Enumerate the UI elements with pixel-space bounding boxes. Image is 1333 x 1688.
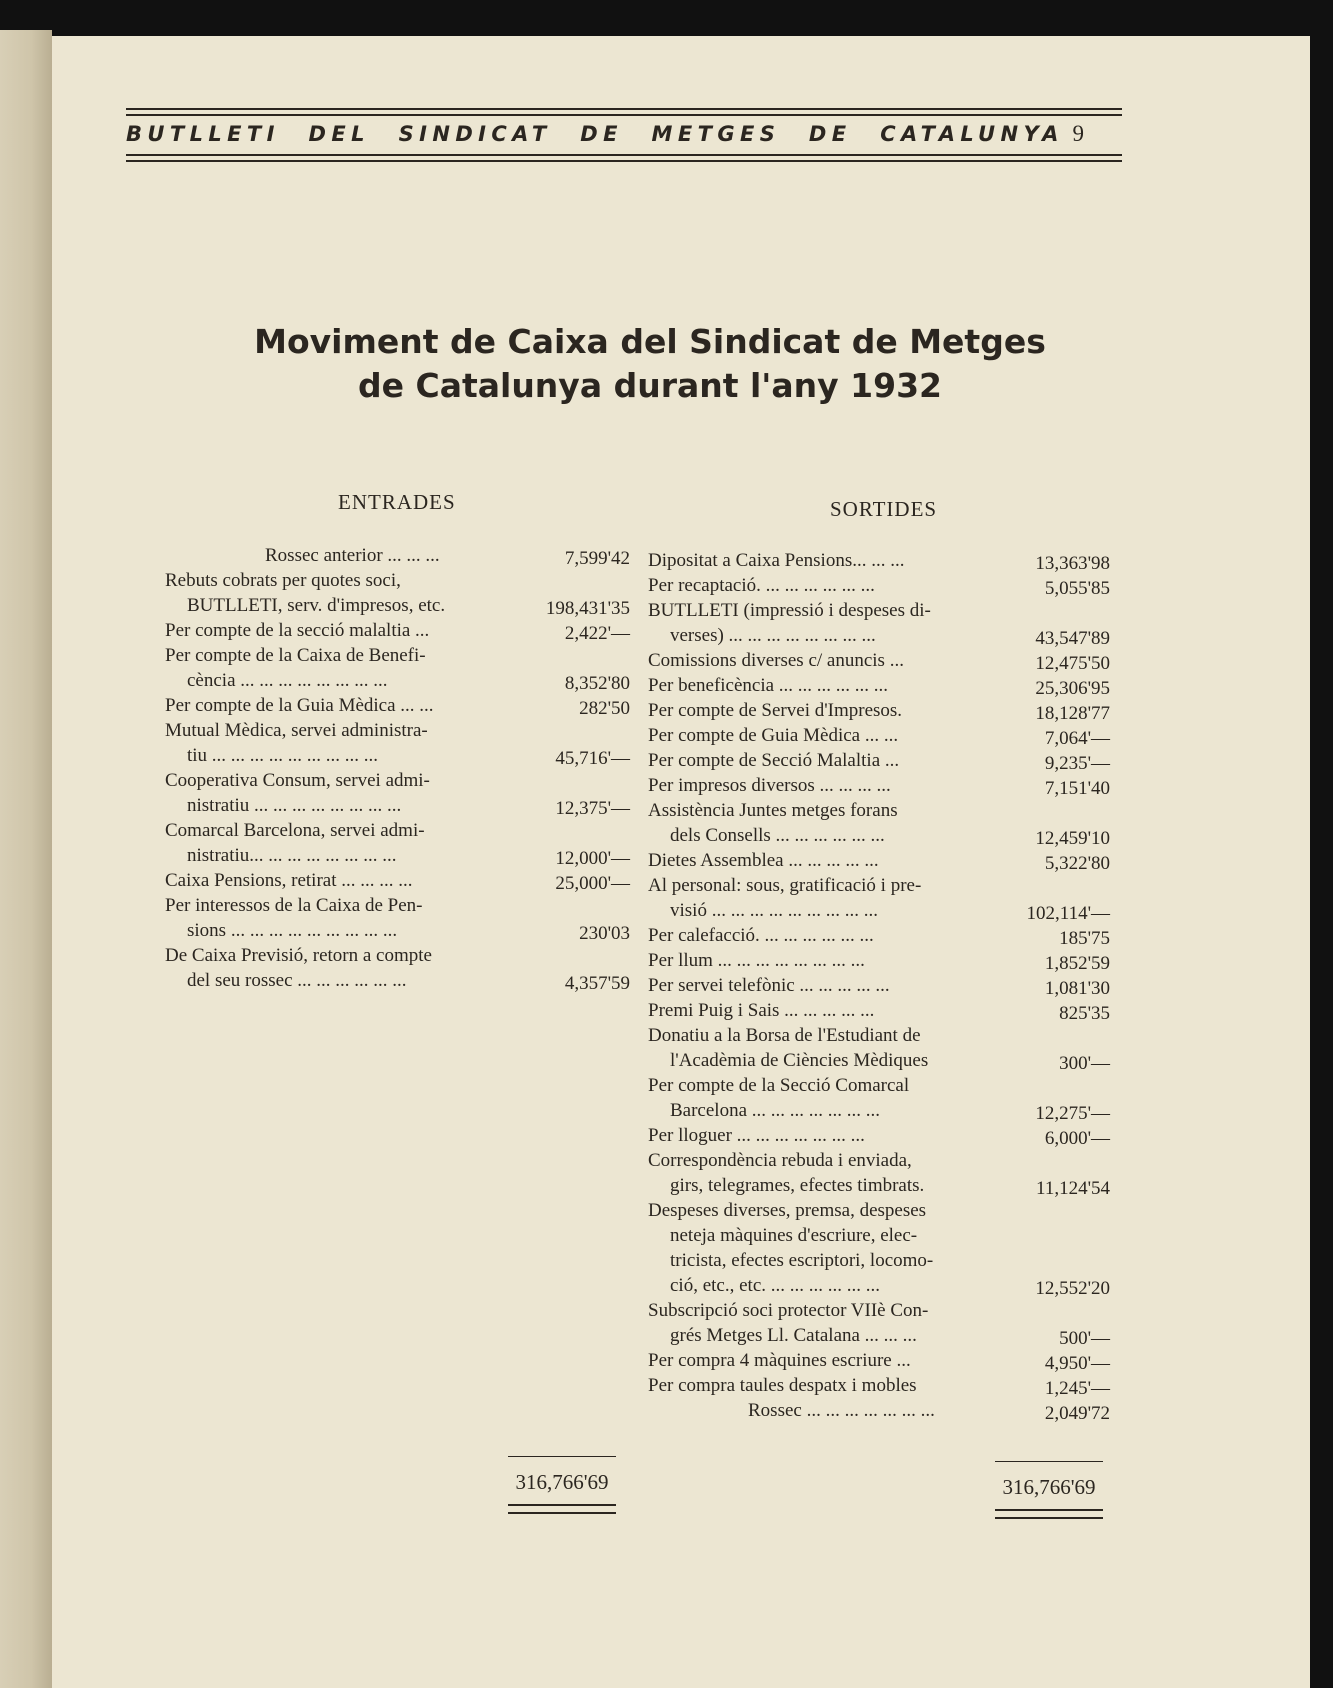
title-line-1: Moviment de Caixa del Sindicat de Metges (254, 322, 1046, 361)
sortides-row-amount: 5,055'85 (1044, 578, 1110, 599)
sortides-row-label: Comissions diverses c/ anuncis ... (648, 650, 904, 671)
sortides-row-label: dels Consells ... ... ... ... ... ... (670, 825, 885, 846)
sortides-row (648, 1273, 1110, 1298)
entrades-total: 316,766'69 (515, 1470, 609, 1494)
sortides-row (648, 723, 1110, 748)
book-spine-edge (0, 30, 52, 1688)
entrades-row (165, 643, 630, 668)
sortides-row-amount: 1,852'59 (1044, 953, 1110, 974)
sortides-row (648, 873, 1110, 898)
entrades-row-amount: 45,716'— (555, 748, 630, 769)
sortides-row-amount: 43,547'89 (1035, 628, 1110, 649)
entrades-row (165, 918, 630, 943)
running-title: BUTLLETI DEL SINDICAT DE METGES DE CATALUNYA (126, 122, 1064, 146)
sortides-row-amount: 6,000'— (1044, 1128, 1110, 1149)
sortides-row-label: tricista, efectes escriptori, locomo- (670, 1250, 934, 1271)
entrades-row (165, 693, 630, 718)
sortides-row (648, 1373, 1110, 1398)
sortides-row-amount: 7,064'— (1044, 728, 1110, 749)
sortides-row (648, 648, 1110, 673)
entrades-total-rule (508, 1456, 616, 1457)
sortides-row-label: neteja màquines d'escriure, elec- (670, 1225, 918, 1246)
sortides-row (648, 548, 1110, 573)
sortides-row-label: Per compra 4 màquines escriure ... (648, 1350, 911, 1371)
sortides-row (648, 948, 1110, 973)
sortides-row (648, 1223, 1110, 1248)
entrades-row (165, 568, 630, 593)
entrades-row (165, 768, 630, 793)
sortides-row-amount: 1,081'30 (1044, 978, 1110, 999)
page-title (200, 320, 1100, 408)
sortides-row (648, 598, 1110, 623)
sortides-row (648, 848, 1110, 873)
sortides-row (648, 798, 1110, 823)
entrades-row-amount: 230'03 (579, 923, 630, 944)
sortides-heading: SORTIDES (830, 497, 938, 521)
title-line-2: de Catalunya durant l'any 1932 (357, 366, 943, 405)
entrades-row-amount: 4,357'59 (564, 973, 630, 994)
entrades-row (165, 893, 630, 918)
sortides-row (648, 748, 1110, 773)
sortides-row-label: Correspondència rebuda i enviada, (648, 1150, 912, 1171)
entrades-row (165, 968, 630, 993)
sortides-row (648, 1323, 1110, 1348)
sortides-row-label: Donatiu a la Borsa de l'Estudiant de (648, 1025, 921, 1046)
entrades-row-label: Rossec anterior ... ... ... (265, 545, 440, 566)
sortides-row (648, 1298, 1110, 1323)
sortides-row-amount: 12,275'— (1035, 1103, 1110, 1124)
sortides-row (648, 1348, 1110, 1373)
entrades-row-label: BUTLLETI, serv. d'impresos, etc. (187, 595, 446, 616)
entrades-row-label: Per compte de la secció malaltia ... (165, 620, 430, 641)
sortides-row-label: Premi Puig i Sais ... ... ... ... ... (648, 1000, 875, 1021)
entrades-row-amount: 198,431'35 (545, 598, 630, 619)
sortides-row (648, 1123, 1110, 1148)
sortides-row (648, 973, 1110, 998)
sortides-row-label: Despeses diverses, premsa, despeses (648, 1200, 927, 1221)
sortides-row-amount: 18,128'77 (1035, 703, 1110, 724)
sortides-row-amount: 300'— (1059, 1053, 1110, 1074)
entrades-row-label: nistratiu ... ... ... ... ... ... ... ... (187, 795, 402, 816)
sortides-row-label: Per compra taules despatx i mobles (648, 1375, 917, 1396)
sortides-row-label: ció, etc., etc. ... ... ... ... ... ... (670, 1275, 881, 1296)
sortides-row-label: Subscripció soci protector VIIè Con- (648, 1300, 929, 1321)
sortides-row (648, 698, 1110, 723)
sortides-row-label: Per compte de Secció Malaltia ... (648, 750, 900, 771)
sortides-row-label: Dipositat a Caixa Pensions... ... ... (648, 550, 905, 571)
sortides-row-label: Per compte de Servei d'Impresos. (648, 700, 903, 721)
sortides-row-amount: 185'75 (1059, 928, 1110, 949)
sortides-row (648, 923, 1110, 948)
entrades-row-label: Per interessos de la Caixa de Pen- (165, 895, 423, 916)
sortides-row-amount: 7,151'40 (1044, 778, 1110, 799)
entrades-row (165, 593, 630, 618)
entrades-row (165, 818, 630, 843)
sortides-row (648, 823, 1110, 848)
sortides-row-label: Dietes Assemblea ... ... ... ... ... (648, 850, 879, 871)
sortides-total-double-rule (995, 1509, 1103, 1519)
entrades-row-label: Cooperativa Consum, servei admi- (165, 770, 430, 791)
sortides-row-amount: 500'— (1059, 1328, 1110, 1349)
entrades-row-amount: 8,352'80 (564, 673, 630, 694)
entrades-row (165, 943, 630, 968)
entrades-column (165, 543, 630, 993)
sortides-row-label: visió ... ... ... ... ... ... ... ... ... (670, 900, 878, 921)
entrades-row-label: Rebuts cobrats per quotes soci, (165, 570, 401, 591)
sortides-row-label: l'Acadèmia de Ciències Mèdiques (670, 1050, 929, 1071)
entrades-total-double-rule (508, 1504, 616, 1514)
entrades-row-amount: 25,000'— (555, 873, 630, 894)
sortides-row (648, 1198, 1110, 1223)
sortides-row-label: Per calefacció. ... ... ... ... ... ... (648, 925, 874, 946)
sortides-row-label: grés Metges Ll. Catalana ... ... ... (670, 1325, 917, 1346)
sortides-row-amount: 11,124'54 (1036, 1178, 1110, 1199)
entrades-row (165, 618, 630, 643)
header-rule-top (126, 108, 1122, 120)
sortides-row-amount: 25,306'95 (1035, 678, 1110, 699)
entrades-row (165, 543, 630, 568)
sortides-row (648, 623, 1110, 648)
sortides-total-rule (995, 1461, 1103, 1462)
entrades-row-label: Caixa Pensions, retirat ... ... ... ... (165, 870, 413, 891)
entrades-row (165, 668, 630, 693)
sortides-row-amount: 825'35 (1059, 1003, 1110, 1024)
sortides-row (648, 1023, 1110, 1048)
sortides-row-amount: 13,363'98 (1035, 553, 1110, 574)
entrades-row-label: Comarcal Barcelona, servei admi- (165, 820, 425, 841)
entrades-row-amount: 7,599'42 (564, 548, 630, 569)
sortides-row-label: Per lloguer ... ... ... ... ... ... ... (648, 1125, 865, 1146)
sortides-row-amount: 1,245'— (1044, 1378, 1110, 1399)
sortides-row-label: verses) ... ... ... ... ... ... ... ... (670, 625, 876, 646)
sortides-row (648, 1173, 1110, 1198)
entrades-row-label: sions ... ... ... ... ... ... ... ... ... (187, 920, 398, 941)
sortides-row (648, 1398, 1110, 1423)
sortides-row-amount: 12,552'20 (1035, 1278, 1110, 1299)
sortides-row-label: Per compte de Guia Mèdica ... ... (648, 725, 899, 746)
sortides-row-amount: 12,459'10 (1035, 828, 1110, 849)
header-rule-bottom (126, 154, 1122, 166)
sortides-row-label: BUTLLETI (impressió i despeses di- (648, 600, 931, 621)
entrades-row-label: del seu rossec ... ... ... ... ... ... (187, 970, 407, 991)
sortides-row-label: girs, telegrames, efectes timbrats. (670, 1175, 925, 1196)
entrades-row (165, 868, 630, 893)
sortides-column (648, 548, 1110, 1423)
entrades-row-label: Mutual Mèdica, servei administra- (165, 720, 428, 741)
sortides-row-label: Assistència Juntes metges forans (648, 800, 898, 821)
sortides-row (648, 1098, 1110, 1123)
sortides-row-label: Al personal: sous, gratificació i pre- (648, 875, 922, 896)
sortides-row-label: Per beneficència ... ... ... ... ... ... (648, 675, 889, 696)
entrades-row (165, 793, 630, 818)
entrades-row-label: De Caixa Previsió, retorn a compte (165, 945, 432, 966)
entrades-row-label: Per compte de la Guia Mèdica ... ... (165, 695, 434, 716)
entrades-row-amount: 2,422'— (564, 623, 630, 644)
entrades-heading: ENTRADES (338, 490, 456, 514)
sortides-row-label: Per servei telefònic ... ... ... ... ... (648, 975, 890, 996)
sortides-row (648, 898, 1110, 923)
sortides-row (648, 1048, 1110, 1073)
sortides-row-label: Per compte de la Secció Comarcal (648, 1075, 910, 1096)
sortides-row-label: Per recaptació. ... ... ... ... ... ... (648, 575, 875, 596)
sortides-row-amount: 12,475'50 (1035, 653, 1110, 674)
sortides-row-amount: 5,322'80 (1044, 853, 1110, 874)
entrades-row (165, 718, 630, 743)
sortides-row (648, 573, 1110, 598)
entrades-row-amount: 12,375'— (555, 798, 630, 819)
sortides-row (648, 998, 1110, 1023)
entrades-row (165, 743, 630, 768)
entrades-row (165, 843, 630, 868)
sortides-row-label: Barcelona ... ... ... ... ... ... ... (670, 1100, 881, 1121)
sortides-row-label: Rossec ... ... ... ... ... ... ... (748, 1400, 935, 1421)
sortides-row (648, 673, 1110, 698)
sortides-row (648, 1248, 1110, 1273)
sortides-total: 316,766'69 (1002, 1475, 1096, 1499)
entrades-row-label: cència ... ... ... ... ... ... ... ... (187, 670, 388, 691)
sortides-row (648, 1148, 1110, 1173)
sortides-row-amount: 2,049'72 (1044, 1403, 1110, 1424)
entrades-row-amount: 12,000'— (555, 848, 630, 869)
sortides-row-amount: 4,950'— (1044, 1353, 1110, 1374)
sortides-row-amount: 102,114'— (1026, 903, 1110, 924)
entrades-row-label: nistratiu... ... ... ... ... ... ... ... (187, 845, 397, 866)
sortides-row (648, 773, 1110, 798)
sortides-row-label: Per impresos diversos ... ... ... ... (648, 775, 891, 796)
sortides-row-label: Per llum ... ... ... ... ... ... ... ... (648, 950, 865, 971)
entrades-row-amount: 282'50 (579, 698, 630, 719)
sortides-row-amount: 9,235'— (1044, 753, 1110, 774)
entrades-row-label: tiu ... ... ... ... ... ... ... ... ... (187, 745, 379, 766)
page-number: 9 (1072, 121, 1084, 146)
sortides-row (648, 1073, 1110, 1098)
entrades-row-label: Per compte de la Caixa de Benefi- (165, 645, 426, 666)
